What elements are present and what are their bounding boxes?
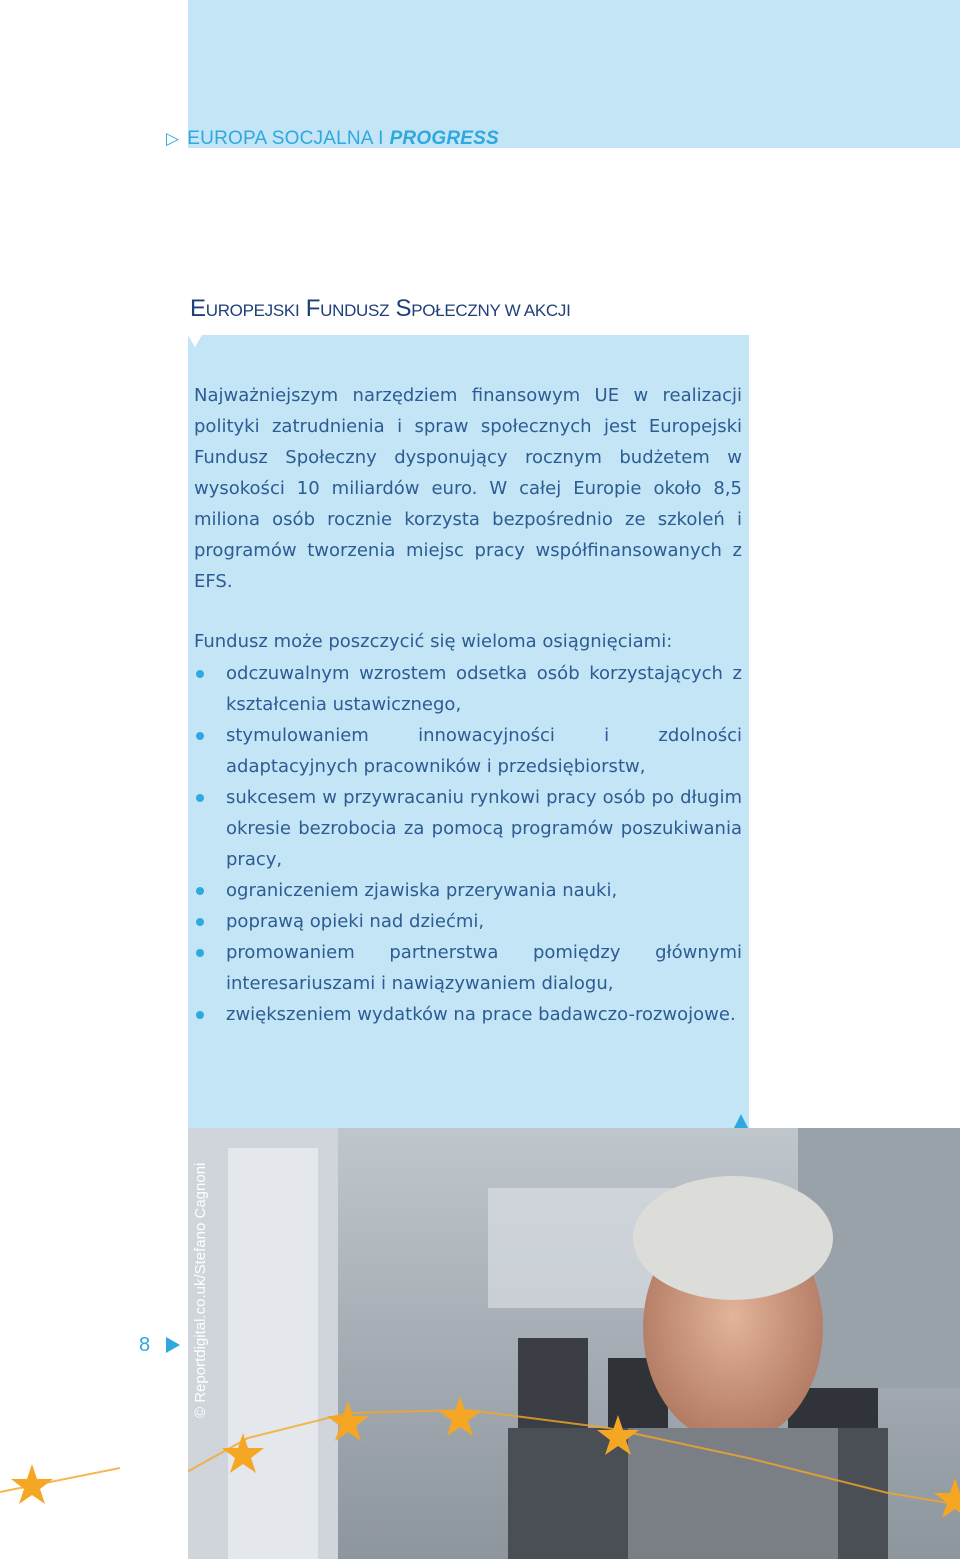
list-item <box>194 875 742 906</box>
photo-illustration <box>188 1128 960 1559</box>
bullet-icon <box>196 918 204 926</box>
list-item <box>194 658 742 720</box>
list-item-text: ograniczeniem zjawiska przerywania nauki, <box>226 880 618 901</box>
title-rest: UROPEJSKI <box>205 301 300 320</box>
top-color-band <box>188 0 960 148</box>
list-item <box>194 720 742 782</box>
list-item-text: promowaniem partnerstwa pomiędzy głównymi interesariuszami i nawiązywaniem dialogu, <box>226 942 742 994</box>
list-item-text: odczuwalnym wzrostem odsetka osób korzystających z kształcenia ustawicznego, <box>226 663 742 715</box>
list-item-text: stymulowaniem innowacyjności i zdolności adaptacyjnych pracowników i przedsiębiorstw, <box>226 725 742 777</box>
title-initial: F <box>305 295 321 322</box>
title-rest: UNDUSZ <box>320 301 390 320</box>
bullet-icon <box>196 732 204 740</box>
photo-credit: © Reportdigital.co.uk/Stefano Cagnoni <box>192 1162 209 1418</box>
title-rest: POŁECZNY W AKCJI <box>411 301 571 320</box>
section-title <box>190 295 571 323</box>
bullet-icon <box>196 670 204 678</box>
list-item <box>194 999 742 1030</box>
bullet-icon <box>196 1011 204 1019</box>
list-item-text: poprawą opieki nad dziećmi, <box>226 911 485 932</box>
running-header <box>166 127 499 151</box>
triangle-right-outline-icon: ▷ <box>166 129 180 148</box>
intro-paragraph: Najważniejszym narzędziem finansowym UE w realizacji polityki zatrudnienia i spraw społecznych jest Europejski Fundusz Społeczny dysponujący rocznym budżetem w wysokości 10 miliardów euro. W całej Europie około 8,5 miliona osób rocznie korzysta bezpośrednio ze szkoleń i programów tworzenia miejsc pracy współfinansowanych z EFS. <box>194 385 742 592</box>
triangle-right-icon <box>166 1337 180 1353</box>
header-emphasis: PROGRESS <box>389 128 499 149</box>
title-initial: E <box>190 295 206 322</box>
list-item-text: sukcesem w przywracaniu rynkowi pracy osób po długim okresie bezrobocia za pomocą programów poszukiwania pracy, <box>226 787 742 870</box>
achievements-list <box>194 658 742 1030</box>
page-number: 8 <box>139 1334 151 1356</box>
achievements-intro: Fundusz może poszczycić się wieloma osiągnięciami: <box>194 631 673 652</box>
bullet-icon <box>196 887 204 895</box>
list-item <box>194 906 742 937</box>
list-item <box>194 937 742 999</box>
bullet-icon <box>196 949 204 957</box>
header-prefix: EUROPA SOCJALNA I <box>187 128 384 149</box>
panel-notch <box>188 335 202 347</box>
star-icon <box>0 1450 120 1510</box>
title-initial: S <box>395 295 412 322</box>
triangle-up-icon <box>734 1114 748 1128</box>
list-item <box>194 782 742 875</box>
list-item-text: zwiększeniem wydatków na prace badawczo-rozwojowe. <box>226 1004 736 1025</box>
photo <box>188 1128 960 1559</box>
bullet-icon <box>196 794 204 802</box>
